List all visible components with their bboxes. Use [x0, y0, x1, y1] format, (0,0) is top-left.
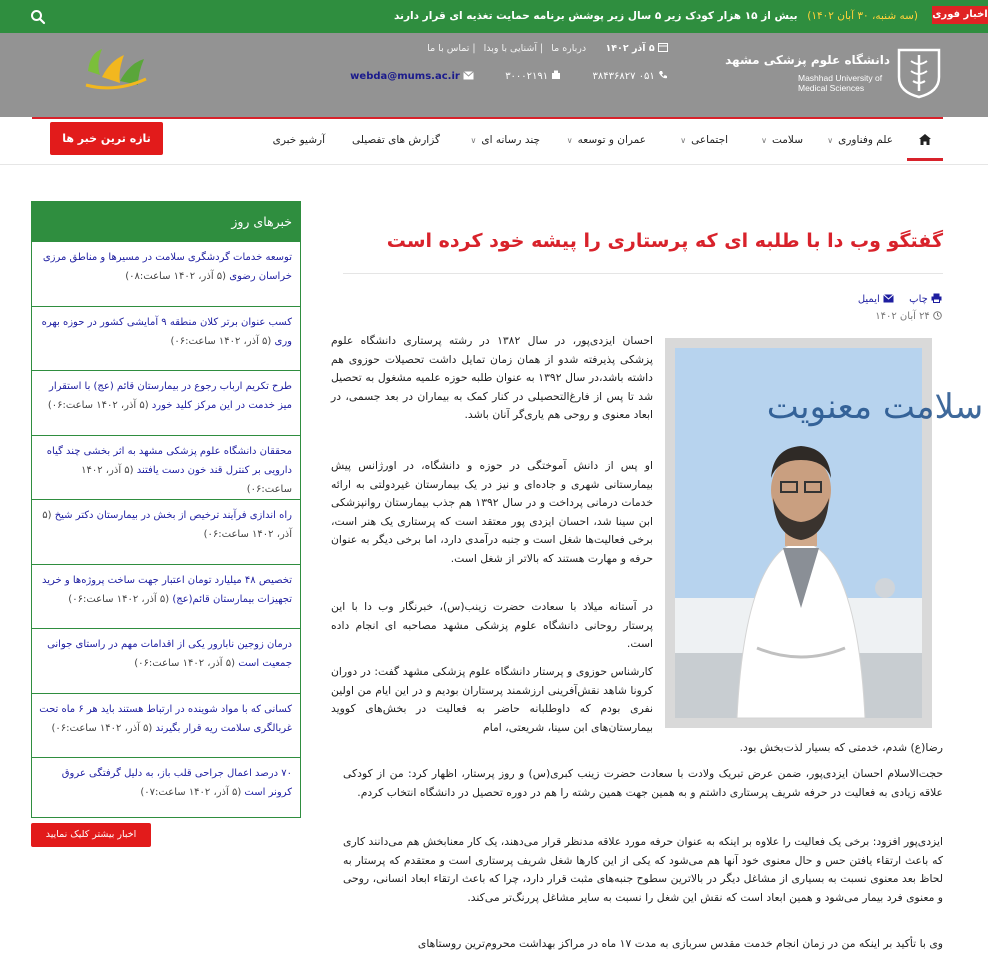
title-divider — [343, 273, 943, 274]
daily-news-sidebar — [31, 201, 301, 818]
email-link[interactable] — [852, 294, 894, 305]
nav-top-divider — [32, 117, 943, 119]
link-contact[interactable]: تماس با ما — [427, 43, 470, 54]
breaking-headline-text[interactable]: بیش از ۱۵ هزار کودک زیر ۵ سال زیر پوشش برنامه حمایت تغذیه ای قرار دارند — [393, 10, 798, 22]
fax — [488, 71, 561, 82]
list-item[interactable] — [32, 242, 300, 307]
article-title: گفتگو وب دا با طلبه ای که پرستاری را پیشه خود کرده است — [386, 230, 943, 252]
nav-item-label: علم وفناوری — [838, 134, 893, 146]
nav-item-archive[interactable] — [273, 134, 325, 146]
header-date — [594, 43, 668, 54]
printer-icon — [931, 293, 942, 303]
fax-icon — [551, 70, 561, 80]
list-item[interactable] — [32, 694, 300, 759]
nav-item-label: عمران و توسعه — [577, 134, 646, 146]
news-meta: (۵ آذر، ۱۴۰۲ ساعت:۰۶) — [47, 400, 149, 411]
chevron-down-icon: ∨ — [680, 136, 687, 145]
nav-item-multimedia[interactable] — [471, 134, 540, 146]
header-top-links: ۵ آذر ۱۴۰۲ درباره ما| آشنایی با وبدا| تماس با ما — [419, 42, 668, 54]
list-item[interactable] — [32, 629, 300, 694]
article-paragraph: او پس از دانش آموختگی در حوزه و دانشگاه، در اورژانس پیش بیمارستانی شهری و جاده‌ای و نیز در یک بیمارستان غیردولتی به ارائه خدمات درمانی پرداخت و در سال ۱۳۹۲ هم جذب بیمارستان روانپزشکی ابن سینا شد، احسان ایزدی پور معتقد است که پرستاری یک هنر است، برخی فعالیت‌ها شغل است و جنبه درآمدی دارد، اما برخی دیگر به عنوان حرفه و مهارت هستند که بالاتر از شغل است. — [331, 459, 653, 565]
link-intro-webda[interactable]: آشنایی با وبدا — [483, 43, 537, 54]
news-meta: (۵ آذر، ۱۴۰۲ ساعت:۰۸) — [125, 271, 227, 282]
nurse-portrait-image — [675, 348, 984, 718]
email-text[interactable]: webda@mums.ac.ir — [350, 71, 460, 82]
article-paragraph: حجت‌الاسلام احسان ایزدی‌پور، ضمن عرض تبریک ولادت با سعادت حضرت زینب کبری(س) و روز پرستار، اظهار کرد: من از کودکی علاقه زیادی به فعالیت در حرفه شریف پرستاری داشتم و به همین جهت همین رشته را هم در دوره تحصیل در دانشگاه انتخاب کردم. — [343, 767, 943, 799]
more-news-button[interactable]: اخبار بیشتر کلیک نمایید — [31, 823, 151, 847]
calendar-icon — [658, 42, 668, 52]
nav-home[interactable] — [907, 119, 943, 161]
breaking-headline[interactable] — [394, 0, 918, 33]
article-photo — [665, 338, 984, 728]
nav-item-label: گزارش های تفصیلی — [352, 134, 440, 146]
article-date-text: ۲۴ آبان ۱۴۰۲ — [875, 311, 930, 322]
article-date — [875, 311, 942, 322]
news-meta: (۵ آذر، ۱۴۰۲ ساعت:۰۶) — [51, 722, 153, 734]
email-label[interactable]: ایمیل — [857, 294, 880, 305]
breaking-date: (سه شنبه، ۳۰ آبان ۱۴۰۲) — [807, 10, 918, 22]
list-item[interactable] — [32, 307, 300, 372]
header-contact — [322, 70, 668, 82]
envelope-icon — [883, 294, 894, 303]
news-link[interactable]: محققان دانشگاه علوم پزشکی مشهد به اثر بخشی چند گیاه دارویی بر کنترل قند خون دست یافتند — [46, 445, 292, 476]
nav-item-label: چند رسانه ای — [481, 134, 540, 146]
print-link[interactable] — [900, 294, 942, 305]
university-name-en: Mashhad University of Medical Sciences — [798, 73, 883, 93]
article-paragraph: ایزدی‌پور افزود: برخی یک فعالیت را علاوه بر اینکه به عنوان حرفه مورد علاقه مدنظر قرار می‌دهند، یک کار معنابخش هم می‌دانند کاری که باعث ارتقاء یافتن حس و حال معنوی خود آنها هم می‌شود که یکی از این کارها شغل شریف پرستاری است و معتقدم که پرستار به لحاظ بعد معنوی نسبت به بسیاری از مشاغل دیگر در بالاترین سطوح جنبه‌های مثبت قرار دارد، چرا که باعث ارتقاء ابعاد انسانی، روحی و معنوی فرد بیمار می‌شود و همین ابعاد است که نقش این شغل را نسبت به سایر مشاغل پررنگ‌تر می‌کند. — [343, 835, 943, 904]
news-meta: (۵ آذر، ۱۴۰۲ ساعت:۰۶) — [170, 335, 272, 347]
university-name-fa: دانشگاه علوم پزشکی مشهد — [725, 53, 890, 67]
print-label[interactable]: چاپ — [909, 294, 928, 305]
nav-item-label: آرشیو خبری — [272, 134, 325, 146]
chevron-down-icon: ∨ — [470, 136, 477, 145]
latest-news-button[interactable]: تازه ترین خبر ها — [50, 122, 163, 155]
article-paragraph: کارشناس حوزوی و پرستار دانشگاه علوم پزشکی مشهد گفت: در دوران کرونا شاهد نقش‌آفرینی ارزشمند پرستاران بودیم و در این ایام من اولین نفری بودم که داوطلبانه حاضر به فعالیت در بخش‌های کووید بیمارستان‌های ابن سینا، شریعتی، امام — [331, 665, 653, 734]
news-meta: (۵ آذر، ۱۴۰۲ ساعت:۰۶) — [42, 510, 292, 540]
news-link[interactable]: کسب عنوان برتر کلان منطقه ۹ آمایشی کشور در حوزه بهره وری — [41, 316, 292, 347]
nav-item-label: سلامت — [772, 134, 803, 146]
news-meta: (۵ آذر، ۱۴۰۲ ساعت:۰۶) — [68, 593, 170, 605]
news-link[interactable]: ۷۰ درصد اعمال جراحی قلب باز، به دلیل گرفتگی عروق کرونر است — [61, 768, 292, 798]
list-item[interactable] — [32, 758, 300, 823]
phone-text: ۰۵۱ ۳۸۴۳۶۸۲۷ — [592, 71, 655, 82]
nav-item-social[interactable] — [680, 134, 728, 146]
photo-inner — [675, 348, 984, 718]
search-icon[interactable] — [30, 9, 46, 25]
clock-icon — [933, 311, 942, 320]
news-link[interactable]: درمان زوجین نابارور یکی از اقدامات مهم در راستای جوانی جمعیت است — [47, 639, 292, 669]
nav-item-development[interactable] — [567, 134, 646, 146]
article-paragraph: احسان ایزدی‌پور، در سال ۱۳۸۲ در رشته پرستاری دانشگاه علوم پزشکی پذیرفته شدو از همان زمان تمایل داشت تحصیلات حوزوی هم داشته باشد،در سال ۱۳۹۲ به عنوان طلبه حوزه علمیه مشغول به تحصیل شد تا پس از فارغ‌التحصیلی در کنار کمک به بیماران در بعد جسمی، در ابعاد معنوی و روحی هم یاری‌گر آنان باشد. — [331, 334, 653, 421]
breaking-badge[interactable]: اخبار فوری — [932, 6, 988, 24]
fax-text: ۳۰۰۰۲۱۹۱ — [505, 71, 549, 82]
breaking-news-bar — [0, 0, 988, 33]
link-about[interactable]: درباره ما — [551, 43, 587, 54]
chevron-down-icon: ∨ — [566, 136, 573, 145]
news-link[interactable]: توسعه خدمات گردشگری سلامت در مسیرها و مناطق مرزی خراسان رضوی — [42, 252, 292, 282]
news-meta: (۵ آذر، ۱۴۰۲ ساعت:۰۶) — [134, 658, 236, 669]
article-tools — [846, 293, 942, 305]
envelope-icon — [463, 71, 474, 80]
news-link[interactable]: تخصیص ۴۸ میلیارد تومان اعتبار جهت ساخت پروژه‌ها و خرید تجهیزات بیمارستان قائم(عج) — [41, 574, 292, 605]
university-emblem-icon — [896, 47, 942, 99]
article-paragraph: رضا(ع) شدم، خدمتی که بسیار لذت‌بخش بود. — [739, 741, 943, 754]
chevron-down-icon: ∨ — [827, 136, 834, 145]
news-link[interactable]: طرح تکریم ارباب رجوع در بیمارستان قائم (عج) با استقرار میز خدمت در این مرکز کلید خورد — [48, 381, 292, 411]
email[interactable] — [336, 71, 474, 82]
university-logo[interactable] — [725, 47, 942, 101]
list-item[interactable] — [32, 436, 300, 501]
nav-item-health[interactable] — [761, 134, 803, 146]
phone-icon — [658, 70, 668, 80]
site-header — [0, 33, 988, 117]
poster-text: سلامت معنویت — [766, 387, 984, 427]
sidebar-title: خبرهای روز — [32, 202, 300, 242]
nav-item-label: اجتماعی — [691, 134, 728, 146]
home-icon — [919, 134, 931, 145]
phone — [575, 71, 668, 82]
news-meta: (۵ آذر، ۱۴۰۲ ساعت:۰۶) — [81, 464, 292, 495]
chevron-down-icon: ∨ — [761, 136, 767, 145]
main-nav — [0, 117, 988, 165]
nav-item-science[interactable] — [827, 134, 893, 146]
list-item[interactable] — [32, 500, 300, 565]
article-paragraph: در آستانه میلاد با سعادت حضرت زینب(س)، خبرنگار وب دا با این پرستار روحانی دانشگاه علوم پزشکی مشهد مصاحبه ای انجام داده است. — [331, 600, 653, 650]
news-meta: (۵ آذر، ۱۴۰۲ ساعت:۰۷) — [140, 787, 242, 798]
header-date-text: ۵ آذر ۱۴۰۲ — [605, 43, 655, 54]
list-item[interactable] — [32, 565, 300, 630]
nav-item-reports[interactable] — [352, 134, 440, 146]
list-item[interactable] — [32, 371, 300, 436]
webda-logo-icon[interactable] — [80, 41, 150, 93]
news-link[interactable]: راه اندازی فرآیند ترخیص از بخش در بیمارستان دکتر شیخ — [54, 510, 292, 521]
article-paragraph: وی با تأکید بر اینکه من در زمان انجام خدمت مقدس سربازی به مدت ۱۷ ماه در مراکز بهداشت محروم‌ترین روستاهای — [417, 937, 943, 950]
news-link[interactable]: کسانی که با مواد شوینده در ارتباط هستند باید هر ۶ ماه تحت غربالگری سلامت ریه قرار بگیرند — [39, 703, 292, 734]
